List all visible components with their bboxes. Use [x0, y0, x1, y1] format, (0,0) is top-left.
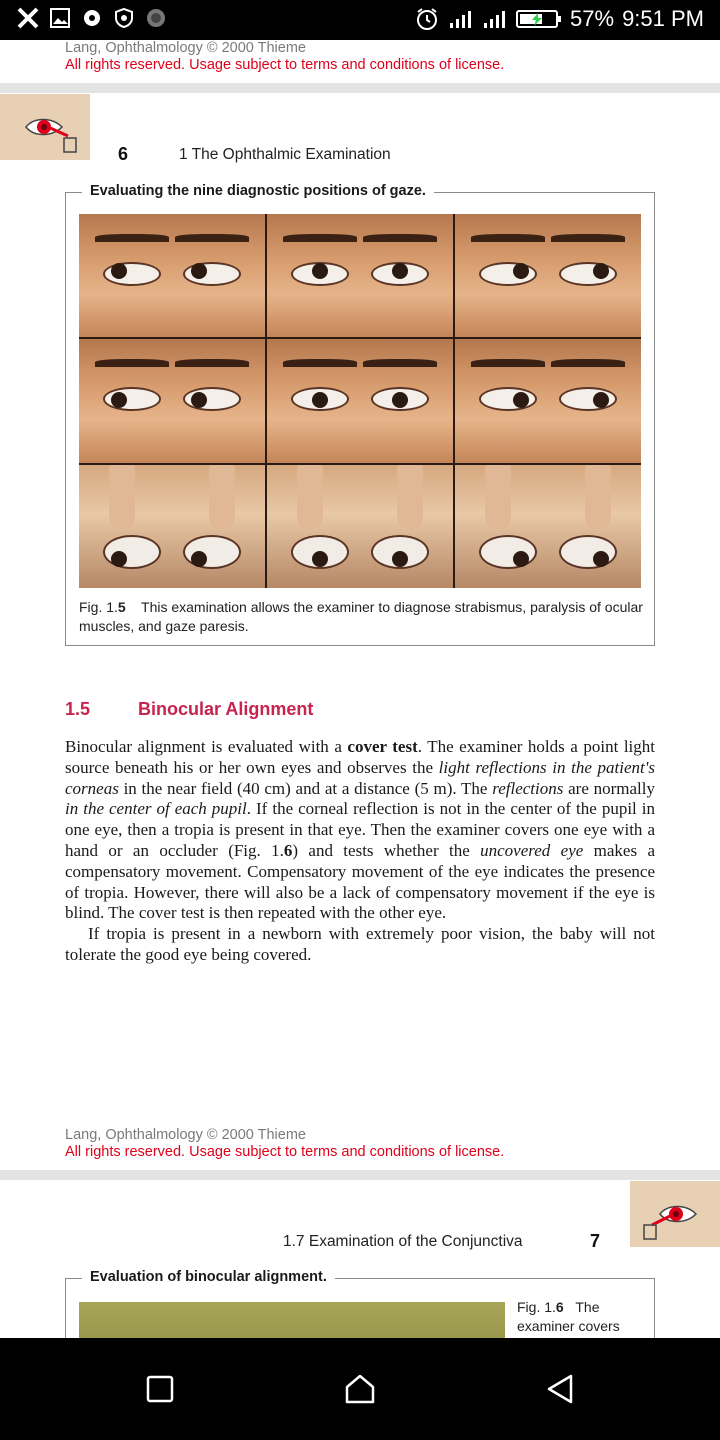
figure-caption [79, 598, 647, 636]
photo-cell [267, 214, 453, 337]
section-title: Binocular Alignment [138, 699, 314, 719]
figure-number: 6 [555, 1299, 564, 1315]
status-bar [0, 0, 720, 40]
italic-term: light reflections in the patient's corneas [65, 757, 655, 798]
photo-cell [79, 339, 265, 462]
figure-caption [517, 1298, 642, 1336]
italic-term: uncovered eye [480, 840, 584, 860]
signal-icon [482, 8, 508, 30]
photo-cell [79, 465, 265, 588]
home-icon [344, 1373, 376, 1405]
figure-box [65, 183, 655, 646]
bold-term: 6 [283, 840, 293, 860]
running-head: 1.7 Examination of the Conjunctiva [283, 1233, 523, 1250]
license-line: All rights reserved. Usage subject to terms and conditions of license. [65, 1144, 505, 1160]
figure-label: Fig. 1. [79, 599, 118, 615]
figure-box-title: Evaluation of binocular alignment. [82, 1269, 335, 1285]
running-head: 1 The Ophthalmic Examination [179, 146, 391, 163]
alarm-icon [414, 6, 440, 32]
figure-caption-text: The examiner covers [517, 1299, 620, 1334]
page-number: 6 [118, 144, 129, 164]
license-line: All rights reserved. Usage subject to terms and conditions of license. [65, 57, 505, 73]
battery-charging-icon [516, 8, 562, 30]
back-button[interactable] [500, 1338, 620, 1440]
section-heading [65, 699, 313, 720]
figure-box-title: Evaluating the nine diagnostic positions of gaze. [82, 183, 434, 199]
page-number: 7 [590, 1231, 601, 1251]
italic-term: in the center of each pupil [65, 799, 247, 819]
copyright-line: Lang, Ophthalmology © 2000 Thieme [65, 1127, 306, 1143]
photo-cell [267, 339, 453, 462]
figure-caption-text: This examination allows the examiner to diagnose strabismus, paralysis of ocular muscles, and gaze paresis. [79, 599, 643, 634]
signal-icon [448, 8, 474, 30]
italic-term: reflections [492, 778, 564, 798]
figure-photo-cover-test [79, 1302, 505, 1338]
photo-cell [455, 339, 641, 462]
figure-number: 5 [117, 599, 126, 615]
back-icon [545, 1373, 575, 1405]
paragraph: If tropia is present in a newborn with extremely poor vision, the baby will not tolerate the good eye being covered. [65, 924, 655, 964]
app-icon [16, 6, 40, 30]
copyright-notice [65, 1127, 504, 1161]
photo-cell [455, 465, 641, 588]
battery-percent: 57% [570, 6, 615, 31]
image-icon [48, 6, 72, 30]
body-text [65, 737, 655, 966]
bold-term: cover test [347, 737, 418, 756]
figure-photo-gaze-positions [79, 214, 641, 588]
publisher-eye-logo [0, 94, 90, 160]
publisher-eye-logo [630, 1181, 720, 1247]
photo-cell [267, 465, 453, 588]
shield-icon [112, 6, 136, 30]
copyright-notice [65, 40, 504, 74]
photo-cell [79, 214, 265, 337]
settings-badge-icon [80, 6, 104, 30]
pdf-reader-view[interactable] [0, 40, 720, 1338]
page-separator [0, 1170, 720, 1180]
recents-icon [146, 1375, 174, 1403]
figure-label: Fig. 1. [517, 1299, 556, 1315]
navigation-bar [0, 1338, 720, 1440]
copyright-line: Lang, Ophthalmology © 2000 Thieme [65, 40, 306, 56]
paragraph: Binocular alignment is evaluated with a cover test. The examiner holds a point light source beneath his or her own eyes and observes the light reflections in the patient's corneas in the near field (40 cm) and at a distance (5 m). The reflections are normally in the center of each pupil. If the corneal reflection is not in the center of the pupil in one eye, then a tropia is present in that eye. Then the examiner covers one eye with a hand or an occluder (Fig. 1.6) and tests whether the uncovered eye makes a compensatory movement. Compensatory movement of the eye indicates the presence of tropia. However, there will also be a lack of compensatory movement if the eye is blind. The cover test is then repeated with the other eye. [65, 737, 656, 923]
system-indicators [414, 6, 704, 32]
sync-icon [144, 6, 168, 30]
photo-cell [455, 214, 641, 337]
figure-box [65, 1269, 655, 1338]
clock: 9:51 PM [622, 6, 704, 31]
page-separator [0, 83, 720, 93]
home-button[interactable] [300, 1338, 420, 1440]
notification-icons [16, 6, 168, 30]
recents-button[interactable] [100, 1338, 220, 1440]
section-number: 1.5 [65, 699, 91, 719]
